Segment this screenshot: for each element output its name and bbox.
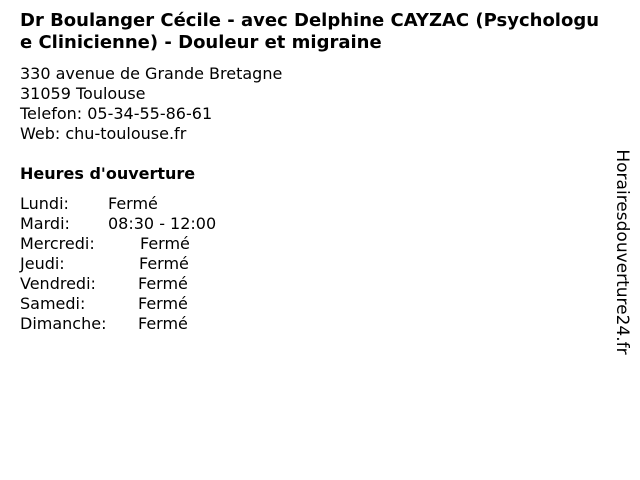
hours-row-dimanche [20, 314, 216, 334]
day-hours: 08:30 - 12:00 [108, 214, 217, 233]
hours-row-mardi [20, 214, 216, 234]
hours-row-jeudi [20, 254, 216, 274]
day-hours: Fermé [138, 314, 188, 333]
phone-number: Telefon: 05-34-55-86-61 [20, 104, 213, 123]
hours-row-vendredi [20, 274, 216, 294]
day-hours: Fermé [139, 254, 189, 273]
street-address: 330 avenue de Grande Bretagne [20, 64, 283, 83]
day-hours: Fermé [138, 294, 188, 313]
day-label: Jeudi: [20, 254, 65, 273]
hours-row-mercredi [20, 234, 216, 254]
page-title: Dr Boulanger Cécile - avec Delphine CAYZAC (Psychologue Clinicienne) - Douleur et migraine [20, 10, 600, 53]
day-label: Samedi: [20, 294, 86, 313]
day-hours: Fermé [138, 274, 188, 293]
day-label: Mardi: [20, 214, 70, 233]
city-postcode: 31059 Toulouse [20, 84, 146, 103]
day-label: Lundi: [20, 194, 69, 213]
opening-hours-table [20, 194, 216, 334]
opening-hours-heading: Heures d'ouverture [20, 164, 196, 183]
day-label: Vendredi: [20, 274, 96, 293]
day-label: Mercredi: [20, 234, 95, 253]
day-label: Dimanche: [20, 314, 107, 333]
contact-info [20, 64, 282, 144]
day-hours: Fermé [140, 234, 190, 253]
brand-watermark: Horairesdouverture24.fr [612, 149, 632, 355]
hours-row-samedi [20, 294, 216, 314]
day-hours: Fermé [108, 194, 158, 213]
website: Web: chu-toulouse.fr [20, 124, 187, 143]
hours-row-lundi [20, 194, 216, 214]
